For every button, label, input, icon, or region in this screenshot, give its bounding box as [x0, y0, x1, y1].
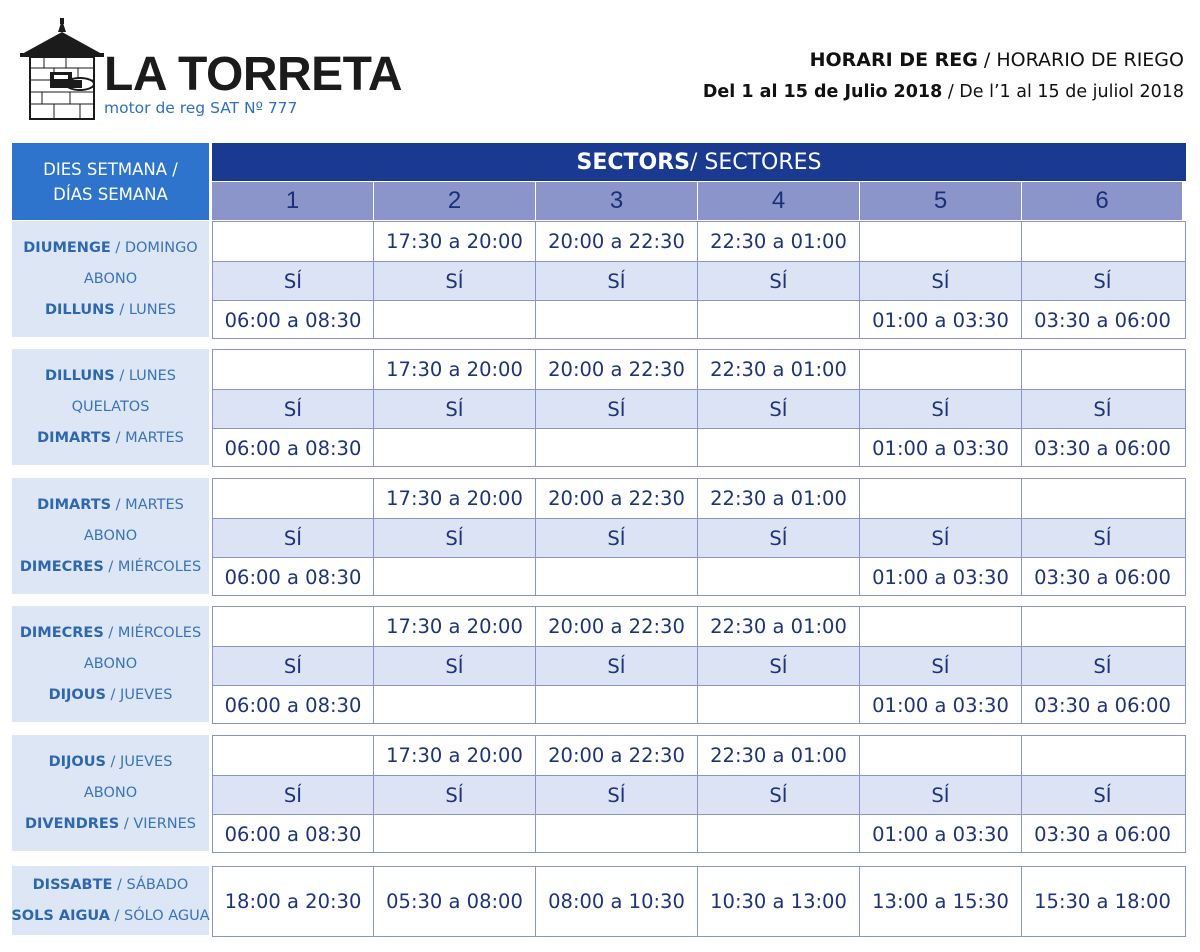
day-label-spanish: / JUEVES: [105, 686, 173, 703]
day-label: [25, 809, 196, 840]
schedule-cell: SÍ: [1093, 397, 1112, 421]
schedule-cell: 06:00 a 08:30: [213, 301, 374, 339]
schedule-row: [213, 389, 1185, 428]
schedule-cell: SÍ: [698, 519, 860, 557]
schedule-cell: SÍ: [213, 262, 374, 300]
schedule-cell: [1022, 222, 1183, 261]
day-label: [23, 233, 197, 264]
schedule-cell: [1022, 607, 1183, 646]
schedule-cell: [698, 301, 860, 339]
schedule-cell: 18:00 a 20:30: [213, 867, 374, 936]
schedule-cell: [213, 736, 374, 775]
day-label-catalan: DILLUNS: [44, 367, 115, 384]
day-label-group: [12, 735, 209, 851]
schedule-cell: SÍ: [536, 776, 698, 814]
schedule-block: [212, 349, 1186, 467]
schedule-cell: 20:00 a 22:30: [536, 607, 698, 646]
day-label-note: ABONO: [83, 784, 138, 801]
schedule-cell: [374, 558, 536, 596]
schedule-cell: 01:00 a 03:30: [860, 429, 1022, 467]
schedule-cell: 06:00 a 08:30: [213, 429, 374, 467]
day-label-catalan: DILLUNS: [44, 301, 115, 318]
schedule-cell: 20:00 a 22:30: [536, 479, 698, 518]
schedule-cell: 01:00 a 03:30: [860, 558, 1022, 596]
day-label-spanish: / JUEVES: [105, 753, 173, 770]
schedule-cell: [374, 686, 536, 724]
schedule-cell: SÍ: [536, 262, 698, 300]
day-label-note: ABONO: [83, 270, 138, 287]
schedule-cell: SÍ: [1093, 783, 1112, 807]
sector-number: 6: [1021, 182, 1182, 220]
schedule-cell: [536, 301, 698, 339]
schedule-cell: [860, 350, 1022, 389]
schedule-cell: SÍ: [1093, 526, 1112, 550]
day-label-catalan: SOLS AIGUA: [11, 907, 110, 924]
schedule-title-catalan: HORARI DE REG: [809, 49, 978, 71]
schedule-cell: SÍ: [860, 390, 1022, 428]
tower-logo-icon: [14, 18, 110, 122]
schedule-cell: 17:30 a 20:00: [374, 607, 536, 646]
schedule-row: [213, 685, 1185, 724]
sector-number: 3: [535, 182, 697, 220]
schedule-dates-catalan: / De l’1 al 15 de juliol 2018: [942, 82, 1184, 102]
schedule-cell: 06:00 a 08:30: [213, 558, 374, 596]
schedule-cell: [860, 222, 1022, 261]
schedule-row: [213, 814, 1185, 853]
sector-number: 4: [697, 182, 859, 220]
sectors-title-spanish: / SECTORES: [689, 149, 822, 175]
schedule-row: [213, 736, 1185, 775]
day-label-catalan: DIMECRES: [19, 624, 104, 641]
schedule-cell: [860, 479, 1022, 518]
schedule-cell: [698, 815, 860, 853]
day-label: [49, 747, 173, 778]
schedule-cell: SÍ: [374, 776, 536, 814]
days-column-header: [12, 143, 209, 220]
day-label-catalan: DIJOUS: [48, 753, 106, 770]
schedule-cell: [860, 607, 1022, 646]
day-label-catalan: DIUMENGE: [23, 239, 111, 256]
day-label-spanish: / DOMINGO: [110, 239, 198, 256]
schedule-cell: 08:00 a 10:30: [536, 867, 698, 936]
day-label-catalan: DIVENDRES: [25, 815, 120, 832]
schedule-cell: [213, 607, 374, 646]
schedule-block: [212, 866, 1186, 937]
schedule-cell: SÍ: [213, 390, 374, 428]
schedule-row: [213, 775, 1185, 814]
day-label-catalan: DIMARTS: [37, 429, 112, 446]
schedule-cell: SÍ: [213, 519, 374, 557]
schedule-cell: SÍ: [213, 647, 374, 685]
day-label: [11, 901, 209, 932]
schedule-row: [213, 222, 1185, 261]
schedule-cell: 17:30 a 20:00: [374, 222, 536, 261]
schedule-cell: 03:30 a 06:00: [1034, 693, 1171, 717]
schedule-cell: 06:00 a 08:30: [213, 815, 374, 853]
schedule-cell: SÍ: [860, 647, 1022, 685]
schedule-cell: [213, 350, 374, 389]
day-label: [20, 618, 201, 649]
schedule-row: [213, 867, 1185, 936]
schedule-cell: [698, 686, 860, 724]
sector-number: 1: [212, 182, 373, 220]
schedule-row: [213, 646, 1185, 685]
schedule-cell: [860, 736, 1022, 775]
schedule-cell: SÍ: [374, 262, 536, 300]
days-header-line2: DÍAS SEMANA: [53, 184, 168, 204]
days-header-line1: DIES SETMANA /: [43, 159, 178, 179]
day-label: [37, 490, 184, 521]
day-label-spanish: / LUNES: [114, 301, 177, 318]
schedule-cell: [374, 815, 536, 853]
schedule-cell: SÍ: [860, 776, 1022, 814]
page-header: [0, 0, 1200, 135]
schedule-cell: 03:30 a 06:00: [1034, 822, 1171, 846]
schedule-block: [212, 606, 1186, 724]
schedule-cell: [698, 429, 860, 467]
day-label: [37, 423, 184, 454]
schedule-block: [212, 478, 1186, 596]
schedule-cell: [213, 222, 374, 261]
schedule-cell: [536, 686, 698, 724]
day-label-spanish: / SÓLO AGUA: [109, 907, 210, 924]
schedule-cell: [1022, 736, 1183, 775]
day-label-spanish: / LUNES: [114, 367, 177, 384]
schedule-cell: 03:30 a 06:00: [1034, 436, 1171, 460]
schedule-cell: 22:30 a 01:00: [698, 736, 860, 775]
schedule-row: [213, 300, 1185, 339]
schedule-cell: [536, 558, 698, 596]
day-label-group: [12, 349, 209, 465]
schedule-cell: 20:00 a 22:30: [536, 222, 698, 261]
sector-number: 5: [859, 182, 1021, 220]
schedule-cell: SÍ: [698, 262, 860, 300]
schedule-block: [212, 221, 1186, 339]
schedule-cell: SÍ: [860, 519, 1022, 557]
schedule-cell: SÍ: [698, 776, 860, 814]
schedule-cell: 22:30 a 01:00: [698, 479, 860, 518]
schedule-row: [213, 518, 1185, 557]
schedule-cell: 20:00 a 22:30: [536, 350, 698, 389]
day-label-spanish: / MIÉRCOLES: [103, 558, 202, 575]
day-label-catalan: DISSABTE: [32, 876, 113, 893]
schedule-cell: SÍ: [374, 519, 536, 557]
day-label-spanish: / SÁBADO: [112, 876, 189, 893]
day-label: [33, 870, 189, 901]
schedule-cell: SÍ: [698, 647, 860, 685]
schedule-cell: 05:30 a 08:00: [374, 867, 536, 936]
schedule-cell: 22:30 a 01:00: [698, 222, 860, 261]
sector-number: 2: [373, 182, 535, 220]
schedule-title: [810, 48, 1184, 72]
day-label-catalan: DIJOUS: [48, 686, 106, 703]
schedule-cell: SÍ: [860, 262, 1022, 300]
day-label: [49, 680, 173, 711]
schedule-cell: 20:00 a 22:30: [536, 736, 698, 775]
schedule-cell: 17:30 a 20:00: [374, 736, 536, 775]
schedule-cell: [374, 429, 536, 467]
schedule-cell: 22:30 a 01:00: [698, 350, 860, 389]
schedule-cell: SÍ: [698, 390, 860, 428]
schedule-row: [213, 479, 1185, 518]
schedule-cell: SÍ: [536, 647, 698, 685]
schedule-cell: SÍ: [374, 390, 536, 428]
day-label: [84, 778, 137, 809]
schedule-cell: SÍ: [536, 519, 698, 557]
schedule-block: [212, 735, 1186, 853]
schedule-cell: 17:30 a 20:00: [374, 350, 536, 389]
schedule-cell: SÍ: [213, 776, 374, 814]
schedule-cell: 01:00 a 03:30: [860, 815, 1022, 853]
day-label-spanish: / MIÉRCOLES: [103, 624, 202, 641]
sectors-header: [212, 143, 1186, 181]
day-label-spanish: / MARTES: [111, 429, 184, 446]
schedule-cell: [1022, 350, 1183, 389]
schedule-cell: [536, 429, 698, 467]
schedule-cell: 13:00 a 15:30: [860, 867, 1022, 936]
schedule-cell: 06:00 a 08:30: [213, 686, 374, 724]
schedule-cell: [536, 815, 698, 853]
schedule-cell: SÍ: [1093, 269, 1112, 293]
schedule-cell: 15:30 a 18:00: [1034, 890, 1171, 913]
day-label: [84, 521, 137, 552]
schedule-cell: 03:30 a 06:00: [1034, 565, 1171, 589]
schedule-cell: SÍ: [374, 647, 536, 685]
day-label: [20, 552, 201, 583]
schedule-cell: 01:00 a 03:30: [860, 301, 1022, 339]
day-label: [84, 649, 137, 680]
day-label-group: [12, 866, 209, 935]
day-label-group: [12, 221, 209, 337]
schedule-cell: 10:30 a 13:00: [698, 867, 860, 936]
schedule-cell: [213, 479, 374, 518]
schedule-title-spanish: / HORARIO DE RIEGO: [977, 49, 1184, 71]
schedule-cell: 17:30 a 20:00: [374, 479, 536, 518]
day-label-note: ABONO: [83, 655, 138, 672]
day-label: [45, 361, 176, 392]
schedule-cell: [1022, 479, 1183, 518]
schedule-cell: SÍ: [1093, 654, 1112, 678]
schedule-cell: SÍ: [536, 390, 698, 428]
day-label: [84, 264, 137, 295]
schedule-cell: 03:30 a 06:00: [1034, 308, 1171, 332]
day-label-catalan: DIMECRES: [19, 558, 104, 575]
logo-name: LA TORRETA: [104, 48, 403, 101]
schedule-dates: [703, 80, 1184, 104]
schedule-cell: 01:00 a 03:30: [860, 686, 1022, 724]
day-label-group: [12, 606, 209, 722]
day-label-group: [12, 478, 209, 594]
day-label-catalan: DIMARTS: [37, 496, 112, 513]
schedule-row: [213, 607, 1185, 646]
day-label: [72, 392, 150, 423]
schedule-row: [213, 428, 1185, 467]
schedule-cell: 22:30 a 01:00: [698, 607, 860, 646]
day-label-spanish: / MARTES: [111, 496, 184, 513]
sectors-title-catalan: SECTORS: [576, 149, 690, 175]
day-label: [45, 295, 176, 326]
logo-subtitle: motor de reg SAT Nº 777: [104, 99, 298, 117]
schedule-row: [213, 350, 1185, 389]
schedule-row: [213, 261, 1185, 300]
schedule-cell: [698, 558, 860, 596]
schedule-row: [213, 557, 1185, 596]
day-label-note: QUELATOS: [71, 398, 150, 415]
schedule-dates-spanish: Del 1 al 15 de Julio 2018: [702, 82, 943, 102]
schedule-cell: [374, 301, 536, 339]
day-label-spanish: / VIERNES: [119, 815, 196, 832]
day-label-note: ABONO: [83, 527, 138, 544]
